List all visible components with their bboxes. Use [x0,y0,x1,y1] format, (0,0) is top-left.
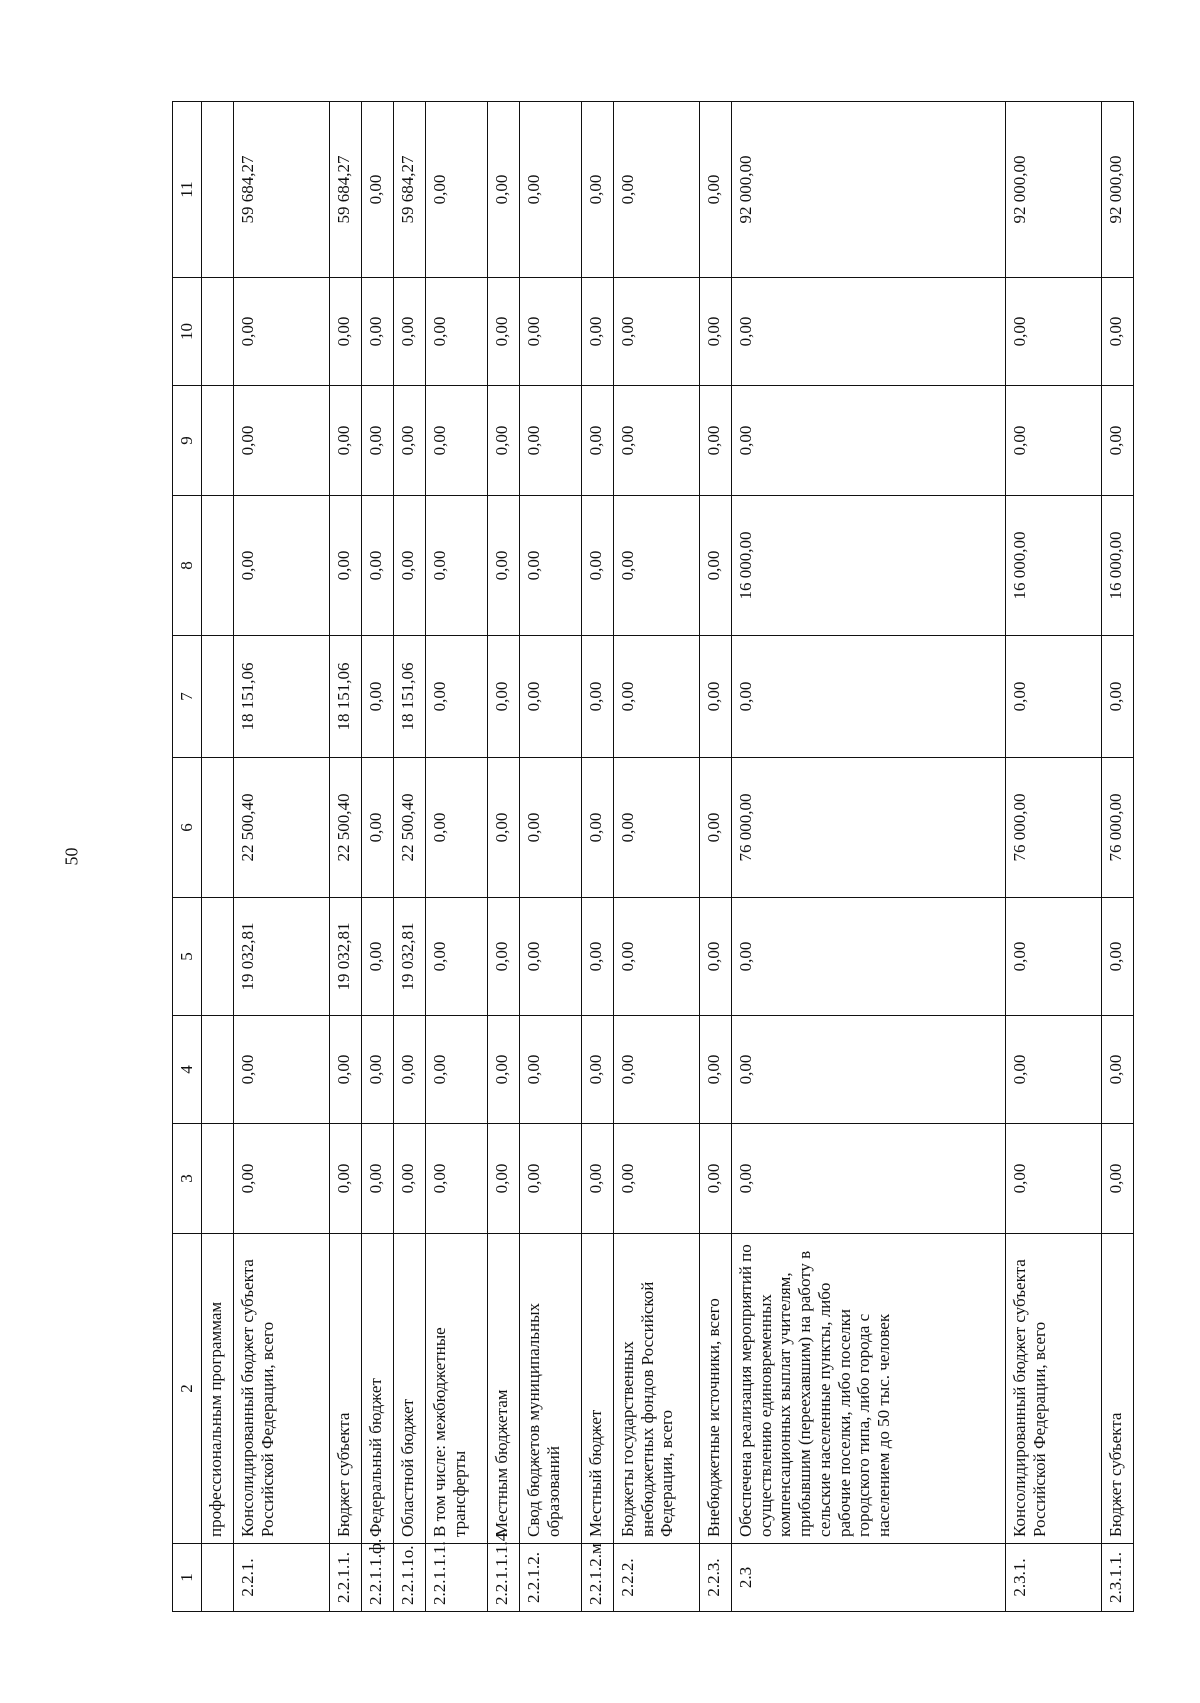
value-cell: 0,00 [362,278,394,386]
row-label: Областной бюджет [394,1234,426,1544]
empty-cell [202,758,234,898]
value-cell: 0,00 [614,1016,700,1124]
value-cell: 76 000,00 [1006,758,1102,898]
value-cell: 0,00 [394,386,426,496]
value-cell: 0,00 [582,102,614,278]
row-code: 2.2.1.1.ф. [362,1544,394,1612]
value-cell: 0,00 [1102,278,1134,386]
value-cell: 0,00 [1006,386,1102,496]
row-label: Местный бюджет [582,1234,614,1544]
value-cell: 59 684,27 [330,102,362,278]
value-cell: 0,00 [426,1124,488,1234]
header-row [173,102,202,1612]
value-cell: 0,00 [520,1016,582,1124]
value-cell: 0,00 [1102,1016,1134,1124]
column-header: 10 [173,278,202,386]
value-cell: 0,00 [1006,898,1102,1016]
value-cell: 0,00 [394,496,426,636]
value-cell: 0,00 [520,1124,582,1234]
value-cell: 0,00 [520,102,582,278]
value-cell: 0,00 [700,1124,732,1234]
table-row [394,102,426,1612]
value-cell: 0,00 [700,898,732,1016]
value-cell: 18 151,06 [394,636,426,758]
value-cell: 0,00 [1102,386,1134,496]
value-cell: 0,00 [700,636,732,758]
value-cell: 0,00 [488,278,520,386]
value-cell: 0,00 [426,636,488,758]
table-row [1006,102,1102,1612]
value-cell: 0,00 [1006,636,1102,758]
value-cell: 0,00 [426,386,488,496]
row-label: Свод бюджетов муниципальных образований [520,1234,582,1544]
empty-cell [202,496,234,636]
column-header: 5 [173,898,202,1016]
value-cell: 0,00 [520,278,582,386]
value-cell: 0,00 [488,1124,520,1234]
table-row [330,102,362,1612]
value-cell: 0,00 [362,758,394,898]
row-code: 2.3.1.1. [1102,1544,1134,1612]
value-cell: 0,00 [520,636,582,758]
column-header: 3 [173,1124,202,1234]
column-header: 11 [173,102,202,278]
value-cell: 0,00 [426,898,488,1016]
value-cell: 18 151,06 [330,636,362,758]
value-cell: 0,00 [614,386,700,496]
value-cell: 0,00 [330,278,362,386]
value-cell: 0,00 [362,1016,394,1124]
value-cell: 0,00 [488,102,520,278]
value-cell: 0,00 [394,278,426,386]
value-cell: 0,00 [234,1016,330,1124]
value-cell: 0,00 [732,636,1006,758]
column-header: 9 [173,386,202,496]
value-cell: 0,00 [582,496,614,636]
value-cell: 0,00 [426,496,488,636]
value-cell: 22 500,40 [330,758,362,898]
value-cell: 0,00 [700,278,732,386]
value-cell: 18 151,06 [234,636,330,758]
value-cell: 0,00 [582,898,614,1016]
value-cell: 0,00 [488,898,520,1016]
value-cell: 0,00 [426,102,488,278]
table-row [732,102,1006,1612]
row-code: 2.3 [732,1544,1006,1612]
row-label: Обеспечена реализация мероприятий по осуществлению единовременных компенсационных выплат учителям, прибывшим (переехавшим) на работу в сельские населенные пункты, либо рабочие поселки, либо поселки городского типа, либо города с населением до 50 тыс. человек [732,1234,1006,1544]
value-cell: 0,00 [700,758,732,898]
value-cell: 0,00 [520,898,582,1016]
value-cell: 0,00 [330,496,362,636]
empty-cell [202,898,234,1016]
value-cell: 0,00 [614,1124,700,1234]
row-label: Внебюджетные источники, всего [700,1234,732,1544]
value-cell: 0,00 [1006,1016,1102,1124]
value-cell: 0,00 [732,1016,1006,1124]
row-code: 2.2.1.2.м [582,1544,614,1612]
value-cell: 22 500,40 [234,758,330,898]
row-code: 2.2.1.1.1. [426,1544,488,1612]
value-cell: 0,00 [362,102,394,278]
value-cell: 0,00 [614,102,700,278]
row-code: 2.2.1.1о. [394,1544,426,1612]
value-cell: 19 032,81 [234,898,330,1016]
value-cell: 0,00 [732,386,1006,496]
value-cell: 0,00 [732,898,1006,1016]
column-header: 2 [173,1234,202,1544]
value-cell: 0,00 [582,1124,614,1234]
budget-table-rotated [172,102,1130,1612]
table-row [234,102,330,1612]
value-cell: 0,00 [614,898,700,1016]
row-label: Консолидированный бюджет субъекта Российской Федерации, всего [1006,1234,1102,1544]
value-cell: 59 684,27 [394,102,426,278]
row-code [202,1544,234,1612]
empty-cell [202,636,234,758]
value-cell: 0,00 [330,1016,362,1124]
table-row [426,102,488,1612]
value-cell: 92 000,00 [732,102,1006,278]
row-code: 2.2.1.1. [330,1544,362,1612]
value-cell: 0,00 [1102,636,1134,758]
row-code: 2.2.1.2. [520,1544,582,1612]
value-cell: 0,00 [234,278,330,386]
row-code: 2.2.2. [614,1544,700,1612]
value-cell: 76 000,00 [1102,758,1134,898]
table-row [700,102,732,1612]
value-cell: 0,00 [582,1016,614,1124]
continuation-row [202,102,234,1612]
value-cell: 0,00 [520,758,582,898]
value-cell: 0,00 [488,636,520,758]
value-cell: 92 000,00 [1006,102,1102,278]
table-row [1102,102,1134,1612]
row-label: Бюджеты государственных внебюджетных фондов Российской Федерации, всего [614,1234,700,1544]
value-cell: 16 000,00 [1006,496,1102,636]
empty-cell [202,1016,234,1124]
value-cell: 0,00 [1006,1124,1102,1234]
row-code: 2.3.1. [1006,1544,1102,1612]
empty-cell [202,386,234,496]
value-cell: 0,00 [582,758,614,898]
value-cell: 0,00 [362,898,394,1016]
value-cell: 0,00 [234,1124,330,1234]
table-row [362,102,394,1612]
column-header: 8 [173,496,202,636]
value-cell: 59 684,27 [234,102,330,278]
value-cell: 0,00 [330,386,362,496]
row-label: Бюджет субъекта [330,1234,362,1544]
value-cell: 0,00 [582,278,614,386]
value-cell: 0,00 [1102,898,1134,1016]
value-cell: 0,00 [700,496,732,636]
value-cell: 0,00 [582,636,614,758]
empty-cell [202,278,234,386]
row-label: Бюджет субъекта [1102,1234,1134,1544]
value-cell: 22 500,40 [394,758,426,898]
value-cell: 0,00 [234,386,330,496]
value-cell: 0,00 [488,1016,520,1124]
value-cell: 76 000,00 [732,758,1006,898]
value-cell: 0,00 [394,1016,426,1124]
value-cell: 0,00 [614,496,700,636]
row-label: В том числе: межбюджетные трансферты [426,1234,488,1544]
value-cell: 0,00 [520,386,582,496]
empty-cell [202,1124,234,1234]
value-cell: 0,00 [582,386,614,496]
value-cell: 0,00 [614,758,700,898]
value-cell: 0,00 [394,1124,426,1234]
row-code: 2.2.1.1.1.4. [488,1544,520,1612]
value-cell: 0,00 [1006,278,1102,386]
value-cell: 0,00 [614,278,700,386]
empty-cell [202,102,234,278]
row-code: 2.2.1. [234,1544,330,1612]
value-cell: 19 032,81 [394,898,426,1016]
value-cell: 0,00 [426,758,488,898]
value-cell: 0,00 [234,496,330,636]
value-cell: 0,00 [426,1016,488,1124]
value-cell: 0,00 [614,636,700,758]
row-label: Федеральный бюджет [362,1234,394,1544]
column-header: 7 [173,636,202,758]
page-number: 50 [61,847,82,866]
table-row [614,102,700,1612]
value-cell: 0,00 [732,1124,1006,1234]
value-cell: 0,00 [520,496,582,636]
column-header: 4 [173,1016,202,1124]
value-cell: 0,00 [732,278,1006,386]
value-cell: 0,00 [362,1124,394,1234]
value-cell: 0,00 [362,636,394,758]
value-cell: 0,00 [1102,1124,1134,1234]
value-cell: 16 000,00 [732,496,1006,636]
value-cell: 0,00 [700,102,732,278]
value-cell: 16 000,00 [1102,496,1134,636]
value-cell: 0,00 [362,496,394,636]
row-code: 2.2.3. [700,1544,732,1612]
value-cell: 0,00 [426,278,488,386]
value-cell: 0,00 [362,386,394,496]
table-row [520,102,582,1612]
value-cell: 0,00 [488,386,520,496]
column-header: 6 [173,758,202,898]
column-header: 1 [173,1544,202,1612]
table-row [488,102,520,1612]
row-label: Консолидированный бюджет субъекта Российской Федерации, всего [234,1234,330,1544]
budget-table [172,101,1134,1612]
value-cell: 0,00 [330,1124,362,1234]
value-cell: 92 000,00 [1102,102,1134,278]
value-cell: 19 032,81 [330,898,362,1016]
value-cell: 0,00 [700,386,732,496]
value-cell: 0,00 [488,496,520,636]
row-label: профессиональным программам [202,1234,234,1544]
table-row [582,102,614,1612]
value-cell: 0,00 [700,1016,732,1124]
value-cell: 0,00 [488,758,520,898]
row-label: Местным бюджетам [488,1234,520,1544]
